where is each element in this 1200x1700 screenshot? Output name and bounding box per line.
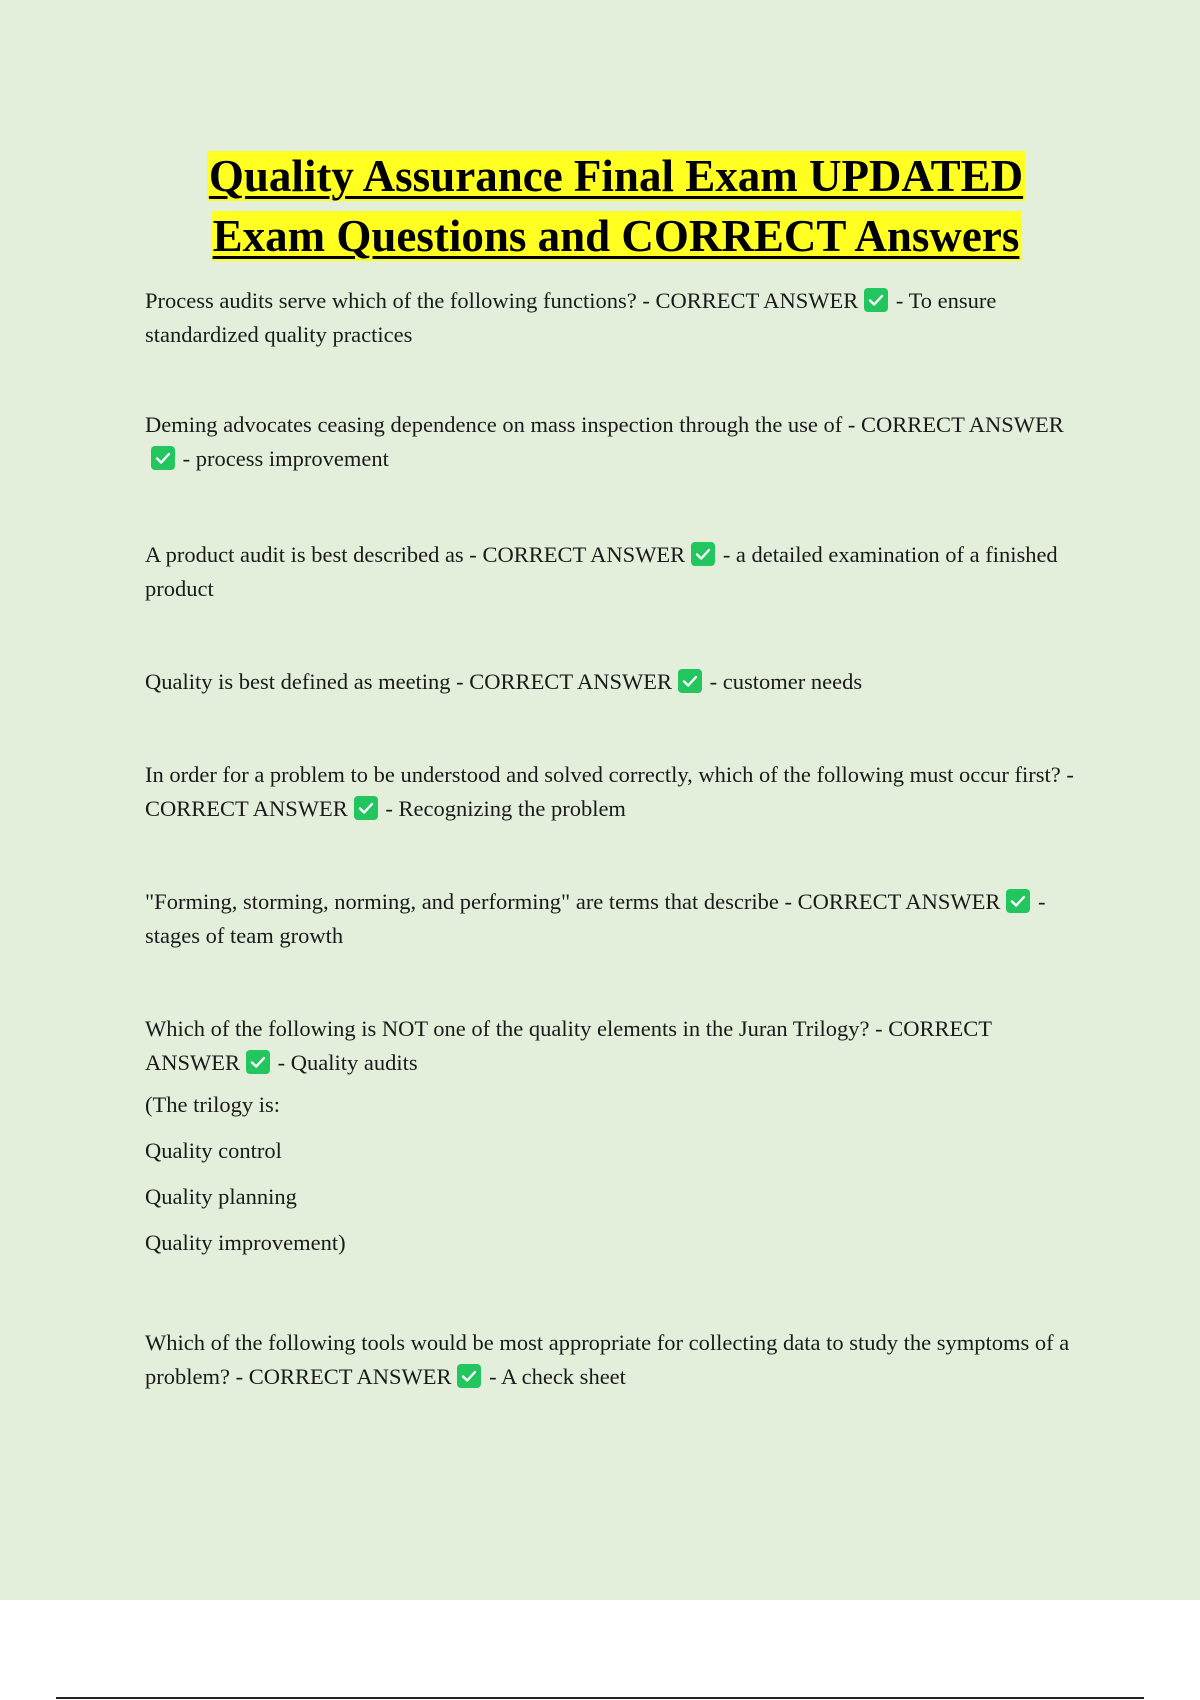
check-mark-icon: [151, 446, 175, 470]
trilogy-item-line: Quality control: [145, 1138, 282, 1163]
answer-marker: CORRECT ANSWER: [861, 412, 1064, 437]
answer-marker: CORRECT ANSWER: [248, 1364, 452, 1389]
trilogy-item-line: Quality improvement): [145, 1230, 346, 1255]
footer-divider: [56, 1697, 1144, 1699]
answer-text: - A check sheet: [483, 1364, 626, 1389]
answer-text: - Quality audits: [272, 1050, 418, 1075]
answer-text: - process improvement: [177, 446, 389, 471]
check-mark-icon: [1006, 889, 1030, 913]
check-mark-icon: [457, 1364, 481, 1388]
question-text: A product audit is best described as -: [145, 542, 483, 567]
check-mark-icon: [354, 796, 378, 820]
title-line-1: Quality Assurance Final Exam UPDATED: [208, 151, 1024, 201]
answer-marker: CORRECT ANSWER: [797, 889, 1001, 914]
answer-text: - stages of team growth: [145, 889, 1046, 948]
question-text: In order for a problem to be understood and solved correctly, which of the following must occur first? -: [145, 762, 1074, 787]
answer-text: - Recognizing the problem: [379, 796, 626, 821]
qa-item-8: [145, 1326, 1085, 1394]
qa-item-3: [145, 538, 1085, 606]
question-text: Deming advocates ceasing dependence on mass inspection through the use of -: [145, 412, 862, 437]
question-text: Which of the following is NOT one of the quality elements in the Juran Trilogy? -: [145, 1016, 889, 1041]
question-text: "Forming, storming, norming, and performing" are terms that describe -: [145, 889, 798, 914]
trilogy-note-line: (The trilogy is:: [145, 1092, 280, 1117]
answer-text: - customer needs: [704, 669, 863, 694]
answer-marker: CORRECT ANSWER: [145, 1016, 992, 1075]
qa-item-1: [145, 284, 1085, 352]
question-text: Quality is best defined as meeting -: [145, 669, 470, 694]
qa-item-7-main: [145, 1012, 1085, 1080]
title-line-2: Exam Questions and CORRECT Answers: [212, 211, 1020, 261]
answer-text: - a detailed examination of a finished product: [145, 542, 1058, 601]
check-mark-icon: [678, 669, 702, 693]
check-mark-icon: [691, 542, 715, 566]
question-text: Which of the following tools would be most appropriate for collecting data to study the symptoms of a problem? -: [145, 1330, 1070, 1389]
question-text: Process audits serve which of the following functions? -: [145, 288, 656, 313]
document-title: [0, 146, 1200, 266]
qa-item-6: [145, 885, 1085, 953]
answer-marker: CORRECT ANSWER: [482, 542, 686, 567]
trilogy-item-line: Quality planning: [145, 1184, 297, 1209]
check-mark-icon: [864, 288, 888, 312]
answer-text: - To ensure standardized quality practices: [145, 288, 997, 347]
qa-item-7: [145, 1012, 1085, 1266]
check-mark-icon: [246, 1050, 270, 1074]
answer-marker: CORRECT ANSWER: [655, 288, 859, 313]
qa-item-5: [145, 758, 1085, 826]
answer-marker: CORRECT ANSWER: [469, 669, 673, 694]
answer-marker: CORRECT ANSWER: [145, 796, 348, 821]
qa-item-4: [145, 665, 1085, 699]
qa-item-2: [145, 408, 1085, 476]
